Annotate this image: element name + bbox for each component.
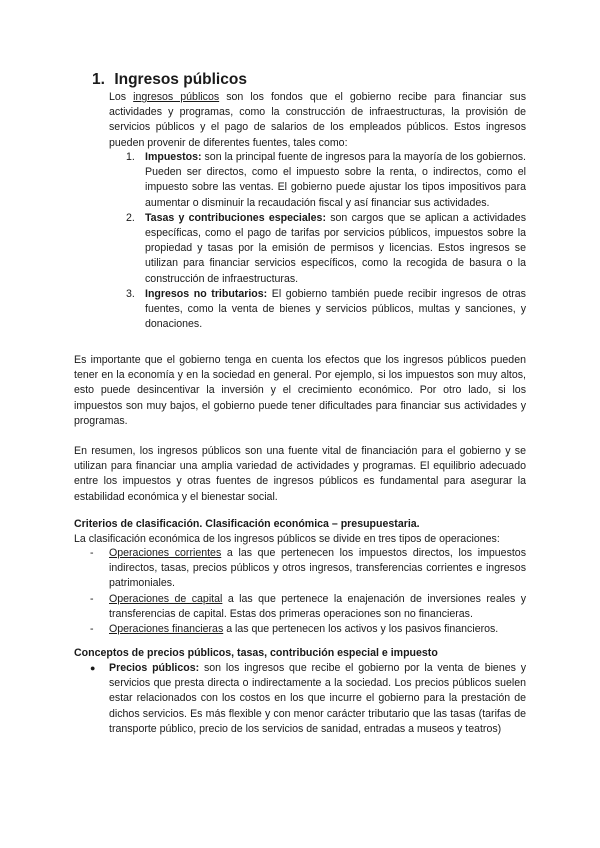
list-text: son la principal fuente de ingresos para la mayoría de los gobiernos. Pueden ser directos, como el impuesto sobre la renta, o indirectos, como el impuesto sobre las ventas. El gobierno puede ajustar los tipos impositivos para aumentar o disminuir la recaudación fiscal y así financiar sus actividades. [145,151,526,209]
list-item [126,287,526,333]
classification-heading: Criterios de clasificación. Clasificación económica – presupuestaria. [74,518,420,530]
dash-marker: - [90,623,94,636]
ingresos-publicos-link[interactable]: ingresos públicos [133,91,220,103]
operaciones-financieras-link[interactable]: Operaciones financieras [109,623,224,636]
sources-list [126,150,526,332]
list-number: 2. [126,211,135,224]
list-term: Tasas y contribuciones especiales: [145,211,326,224]
list-number: 3. [126,287,135,300]
list-term: Ingresos no tributarios: [145,287,268,300]
list-item [90,546,526,592]
list-text: son cargos que se aplican a actividades específicas, como el pago de tarifas por servicios públicos, impuestos sobre la propiedad y tasas por la emisión de permisos y licencias. Estos ingresos se utilizan para financiar servicios específicos, como la recogida de basura o la construcción de infraestructuras. [145,211,527,285]
concepts-list [90,661,526,737]
operaciones-capital-link[interactable]: Operaciones de capital [109,592,223,605]
summary-paragraph: En resumen, los ingresos públicos son una fuente vital de financiación para el gobierno y se utilizan para financiar una amplia variedad de actividades y programas. El equilibrio adecuado entre los impuestos y otras fuentes de ingresos públicos es fundamental para asegurar la estabilidad económica y el bienestar social. [74,445,526,503]
list-text: a las que pertenece la enajenación de inversiones reales y transferencias de capital. Estas dos primeras operaciones son no financieras. [109,592,527,620]
dash-marker: - [90,547,94,559]
classification-intro: La clasificación económica de los ingresos públicos se divide en tres tipos de operaciones: [74,533,500,545]
section-number: 1. [92,71,105,88]
concepts-heading: Conceptos de precios públicos, tasas, contribución especial e impuesto [74,647,438,659]
list-item [126,211,526,287]
bullet-icon: ● [90,663,96,673]
list-item [90,622,526,637]
operations-list [90,546,526,637]
list-term: Impuestos: [145,151,202,163]
list-text: a las que pertenecen los impuestos directos, los impuestos indirectos, tasas, precios públicos y otros ingresos, transferencias corrientes e ingresos patrimoniales. [109,547,526,590]
list-text: son los ingresos que recibe el gobierno por la venta de bienes y servicios que presta directa o indirectamente a la sociedad. Los precios públicos suelen estar relacionados con los costos en los que incurre el gobierno para la prestación de dichos servicios. Es más flexible y con menor carácter tributario que las tasas (tarifas de transporte público, precio de los servicios de sanidad, entradas a museos y teatros) [109,662,527,735]
intro-text-after: son los fondos que el gobierno recibe para financiar sus actividades y programas, como la construcción de infraestructuras, la provisión de servicios públicos y el pago de salarios de los empleados públicos. Estos ingresos pueden provenir de diferentes fuentes, tales como: [109,91,526,149]
list-term: Precios públicos: [109,662,200,674]
list-number: 1. [126,151,135,163]
list-item [126,150,526,211]
dash-marker: - [90,592,94,605]
list-text: El gobierno también puede recibir ingresos de otras fuentes, como la venta de bienes y servicios públicos, multas y sanciones, y donaciones. [145,287,526,331]
list-text: a las que pertenecen los activos y los pasivos financieros. [223,623,499,636]
list-item [90,661,526,737]
intro-text-before: Los [109,91,134,103]
list-item [90,592,526,622]
effects-paragraph: Es importante que el gobierno tenga en cuenta los efectos que los ingresos públicos pueden tener en la economía y en la sociedad en general. Por ejemplo, si los impuestos son muy altos, esto puede desincentivar la inversión y el crecimiento económico. Por otro lado, si los impuestos son muy bajos, el gobierno puede tener dificultades para financiar sus actividades y programas. [74,354,526,427]
section-title: Ingresos públicos [114,71,247,88]
intro-paragraph [109,90,526,151]
operaciones-corrientes-link[interactable]: Operaciones corrientes [109,547,222,559]
section-heading [92,70,247,90]
